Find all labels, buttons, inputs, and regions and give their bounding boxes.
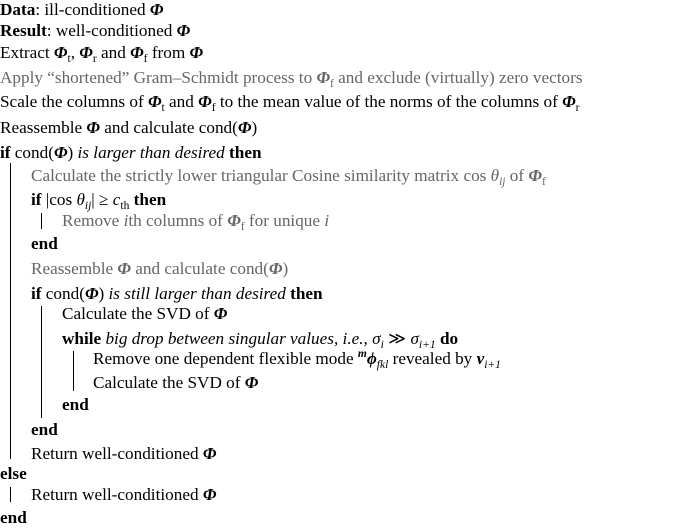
text: for unique <box>244 211 325 230</box>
kw-while: while <box>62 329 102 348</box>
condition-text: is larger than desired <box>77 143 225 162</box>
phi-small-symbol: ϕ <box>366 349 377 368</box>
subscript: i+1 <box>484 359 501 371</box>
subscript: r <box>575 102 580 114</box>
phi-symbol: Φ <box>86 118 100 137</box>
text: and calculate cond( <box>130 259 269 278</box>
subscript: f <box>143 53 148 65</box>
text: , <box>70 43 80 62</box>
text: and exclude (virtually) zero vectors <box>333 68 583 87</box>
step-reassemble-2 <box>31 258 288 280</box>
kw-if: if <box>0 143 11 162</box>
result-value: : well-conditioned <box>46 21 177 40</box>
step-svd <box>62 303 227 325</box>
subscript: fkl <box>376 359 389 371</box>
subscript: t <box>161 102 165 114</box>
phi-symbol: Φ <box>198 92 212 111</box>
text: ) <box>98 284 109 303</box>
phi-symbol: Φ <box>53 43 68 62</box>
text: and <box>164 92 199 111</box>
if-still-larger-line <box>31 283 323 305</box>
phi-symbol: Φ <box>244 373 259 392</box>
while-condition: big drop between singular values, i.e., <box>105 329 373 348</box>
subscript: f <box>541 176 546 188</box>
phi-symbol: Φ <box>268 259 283 278</box>
sigma: σ <box>410 329 419 348</box>
phi-symbol: Φ <box>79 43 93 62</box>
phi-symbol: Φ <box>237 118 252 137</box>
data-line <box>0 0 163 21</box>
step-return-1 <box>31 443 216 465</box>
phi-symbol: Φ <box>130 43 144 62</box>
sigma: σ <box>372 329 381 348</box>
text: cond( <box>10 143 54 162</box>
phi-symbol: Φ <box>147 92 162 111</box>
result-label: Result <box>0 21 47 40</box>
block-bar-while <box>73 351 74 391</box>
phi-symbol: Φ <box>562 92 576 111</box>
subscript: th <box>120 200 130 212</box>
step-remove-mode <box>93 348 501 370</box>
kw-then: then <box>133 190 167 209</box>
kw-then: then <box>290 284 323 303</box>
text: Reassemble <box>0 118 87 137</box>
text: ) <box>67 143 78 162</box>
end-while <box>62 394 89 416</box>
text: Apply “shortened” Gram–Schmidt process to <box>0 68 317 87</box>
end-inner-if <box>31 419 58 441</box>
subscript: i <box>380 339 384 351</box>
subscript: i+1 <box>418 339 436 351</box>
text: ≫ <box>383 329 411 348</box>
kw-do: do <box>439 329 459 348</box>
text: th columns of <box>128 211 228 230</box>
result-line <box>0 20 190 42</box>
step-remove-columns <box>62 210 329 232</box>
block-bar-else <box>10 487 11 502</box>
kw-end: end <box>31 420 58 439</box>
text: Calculate the strictly lower triangular Cosine similarity matrix cos <box>31 166 491 185</box>
text: Remove one dependent flexible mode <box>93 349 358 368</box>
text: ) <box>251 118 258 137</box>
step-cosine <box>31 165 546 187</box>
step-return-2 <box>31 484 216 506</box>
subscript: ij <box>84 200 92 212</box>
kw-if: if <box>31 190 42 209</box>
kw-end: end <box>0 508 27 527</box>
phi-symbol: Φ <box>227 211 241 230</box>
phi-symbol: Φ <box>316 68 331 87</box>
block-bar-outer-if <box>10 163 11 459</box>
block-bar-inner-if <box>41 306 42 418</box>
kw-end: end <box>31 234 58 253</box>
data-label: Data <box>0 0 36 19</box>
else-line <box>0 463 27 485</box>
kw-if: if <box>31 284 42 303</box>
phi-symbol: Φ <box>213 304 228 323</box>
theta: θ <box>76 190 85 209</box>
phi-symbol: Φ <box>176 21 191 40</box>
step-gram-schmidt <box>0 67 583 89</box>
if-cos-line <box>31 189 166 211</box>
subscript: ij <box>499 176 506 188</box>
text: Return well-conditioned <box>31 485 203 504</box>
index-i: i <box>324 211 330 230</box>
step-extract <box>0 42 203 64</box>
text: Extract <box>0 43 54 62</box>
text: ) <box>282 259 289 278</box>
theta: θ <box>490 166 500 185</box>
text: Reassemble <box>31 259 118 278</box>
c-symbol: c <box>112 190 121 209</box>
text: revealed by <box>388 349 477 368</box>
subscript: f <box>330 78 334 90</box>
if-condition-line <box>0 142 262 164</box>
phi-symbol: Φ <box>117 259 131 278</box>
text: | ≥ <box>91 190 113 209</box>
text: from <box>147 43 190 62</box>
condition-text: is still larger than desired <box>108 284 286 303</box>
text: Return well-conditioned <box>31 444 203 463</box>
text: cond( <box>41 284 85 303</box>
subscript: r <box>92 53 97 65</box>
block-bar-if-cos <box>41 213 42 229</box>
text: Calculate the SVD of <box>93 373 245 392</box>
text: |cos <box>41 190 77 209</box>
end-if-cos <box>31 233 58 255</box>
subscript: t <box>67 53 71 65</box>
kw-then: then <box>229 143 262 162</box>
text: and calculate cond( <box>99 118 238 137</box>
phi-symbol: Φ <box>528 166 542 185</box>
step-svd-2 <box>93 372 258 394</box>
text: of <box>505 166 529 185</box>
while-line <box>62 328 458 350</box>
phi-symbol: Φ <box>202 444 217 463</box>
phi-symbol: Φ <box>189 43 204 62</box>
step-reassemble <box>0 117 257 139</box>
phi-symbol: Φ <box>202 485 217 504</box>
text: Calculate the SVD of <box>62 304 214 323</box>
superscript: m <box>357 348 367 360</box>
phi-symbol: Φ <box>84 284 99 303</box>
subscript: f <box>240 221 245 233</box>
kw-end: end <box>62 395 89 414</box>
phi-symbol: Φ <box>149 0 164 19</box>
data-value: : ill-conditioned <box>35 0 150 19</box>
text: Remove <box>62 211 124 230</box>
index-i: i <box>123 211 129 230</box>
v-symbol: v <box>476 349 485 368</box>
subscript: f <box>211 102 216 114</box>
step-scale <box>0 91 580 113</box>
text: to the mean value of the norms of the columns of <box>215 92 563 111</box>
text: and <box>96 43 131 62</box>
text: Scale the columns of <box>0 92 148 111</box>
phi-symbol: Φ <box>53 143 68 162</box>
kw-else: else <box>0 464 27 483</box>
